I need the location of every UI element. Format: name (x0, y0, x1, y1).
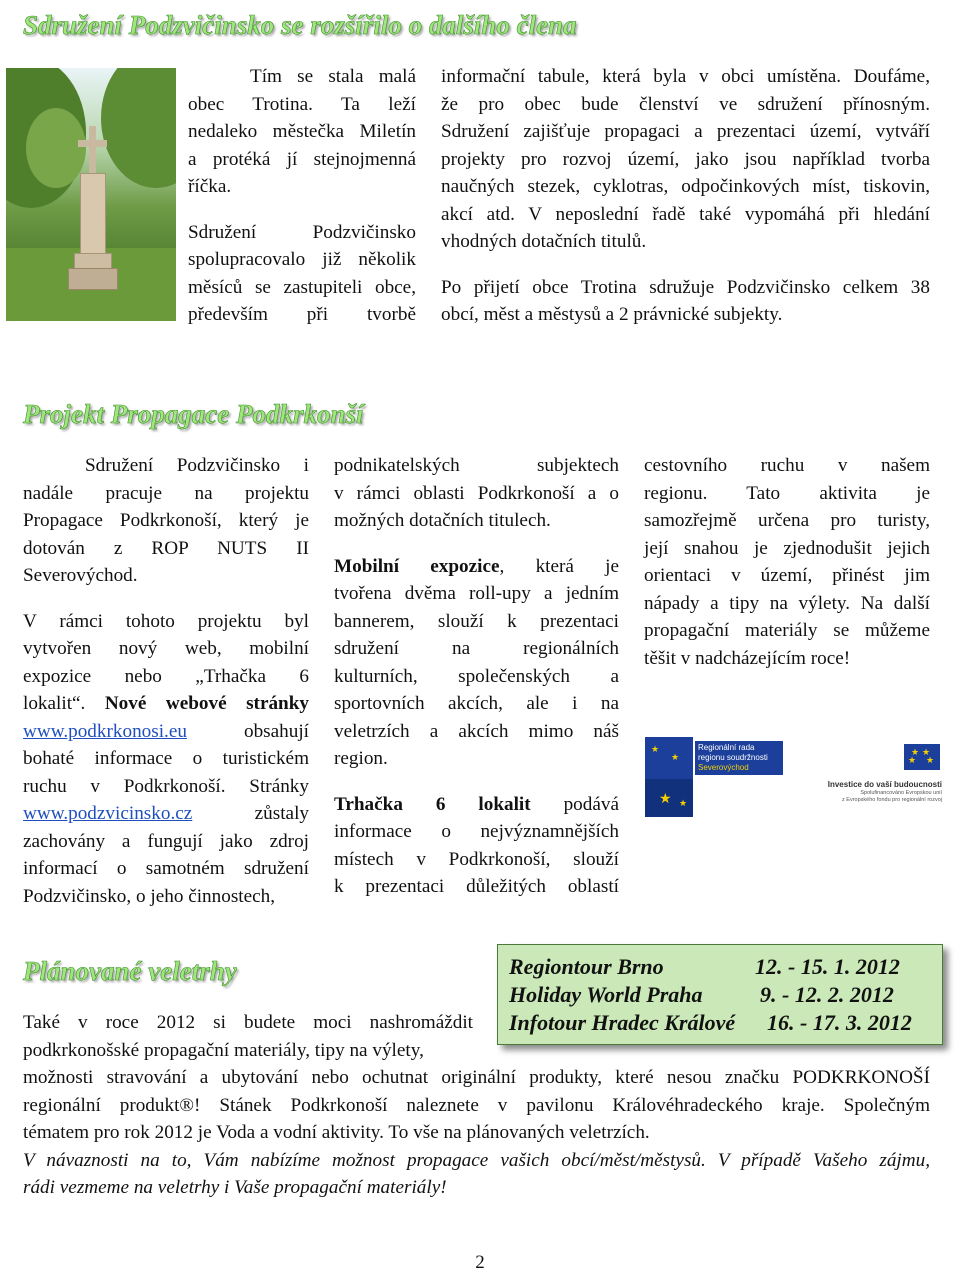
fair-name: Infotour Hradec Králové (509, 1010, 736, 1035)
text-line: informací o samotném sdružení (23, 858, 309, 879)
section3-body (23, 1064, 930, 1202)
text-line: tématem pro rok 2012 je Voda a vodní aktivity. To vše na plánovaných veletrzích. (23, 1122, 650, 1143)
logo-text-line: Severovýchod (698, 763, 749, 772)
text-line: Propagace Podkrkonoší, který je (23, 510, 309, 531)
text-line: rádi vezmeme na veletrhy i Vaše propagační materiály! (23, 1177, 447, 1198)
text-line: vytvořen nový web, mobilní (23, 638, 309, 659)
logo-text-line: z Evropského fondu pro regionální rozvoj (842, 797, 942, 803)
text-line: veletrzích a akcích mimo náš (334, 720, 619, 742)
text-line: těšit v nadcházejícím roce! (644, 647, 851, 669)
section-heading-project: Projekt Propagace Podkrkonší (23, 399, 364, 429)
text-span: zůstaly (192, 803, 309, 824)
text-line: říčka. (188, 176, 232, 197)
fair-row (509, 981, 942, 1009)
text-line: Podzvičinsko, o jeho činnostech, (23, 885, 276, 907)
text-line: Sdružení zajišťuje propagaci a prezentaci území, vytváří (441, 121, 930, 142)
text-line: Severovýchod. (23, 565, 138, 586)
text-line: informační tabule, která byla v obci umístěna. Doufáme, (441, 66, 930, 87)
fair-date: 9. - 12. 2. 2012 (760, 982, 894, 1007)
section1-column1 (188, 63, 416, 329)
logo-text-line: regionu soudržnosti (698, 753, 768, 762)
text-line: podnikatelských subjektech (334, 455, 619, 476)
text-line: bohaté informace o turistickém (23, 748, 309, 769)
fair-name: Holiday World Praha (509, 982, 703, 1007)
fair-row (509, 1009, 942, 1037)
section2-column1 (23, 452, 309, 910)
text-line: expozice nebo „Trhačka 6 (23, 665, 309, 687)
eu-investment-logo: ★ ★ ★ ★ Investice do vaší budoucnosti Spolufinancováno Evropskou unií z Evropského fondu pro regionální rozvoj (822, 744, 942, 819)
text-line: že pro obec bude členství ve sdružení přínosným. (441, 93, 930, 115)
text-line: tvořena dvěma roll-upy a jedním (334, 583, 619, 604)
logo-text-line: Regionální rada (698, 743, 755, 752)
text-line: nedaleko městečka Miletín (188, 121, 416, 142)
new-websites-bold: Nové webové stránky (104, 693, 309, 714)
text-line (23, 718, 309, 746)
text-line: V návaznosti na to, Vám nabízíme možnost propagace vašich obcí/měst/městysů. V případě Vašeho zájmu, (23, 1149, 930, 1171)
text-line: region. (334, 748, 388, 769)
logo-text-line: Spolufinancováno Evropskou unií (860, 790, 942, 796)
text-line: zachovány a fungují jako zdroj (23, 830, 309, 852)
fair-row (509, 953, 942, 981)
text-line: k prezentaci důležitých oblastí (334, 876, 619, 897)
text-line: možných dotačních titulech. (334, 510, 551, 531)
text-line: obcí, měst a městysů a 2 právnické subjekty. (441, 304, 783, 325)
link-podzvicinsko[interactable]: www.podzvicinsko.cz (23, 803, 193, 824)
logo-text-line: Investice do vaší budoucnosti (827, 780, 942, 789)
text-span: lokalit“. (23, 693, 105, 714)
fair-date: 12. - 15. 1. 2012 (755, 954, 900, 979)
fair-name: Regiontour Brno (509, 954, 664, 979)
text-line: kulturních, společenských a (334, 665, 619, 687)
text-line: v rámci oblasti Podkrkonoší a o (334, 482, 619, 504)
text-line: především při tvorbě (188, 304, 416, 325)
text-line: a protéká jí stejnojmenná (188, 148, 416, 170)
text-line: možnosti stravování a ubytování nebo ochutnat originální produkty, které nesou značku PODKRKONOŠÍ (23, 1067, 930, 1088)
text-line: sportovních akcích, ale i na (334, 693, 619, 714)
text-line: nápady a tipy na výlety. Na další (644, 592, 930, 614)
text-line: sdružení na regionálních (334, 638, 619, 659)
text-span: , která je (499, 555, 619, 577)
text-line: orientaci v území, přinést jim (644, 565, 930, 586)
cross-monument-photo (6, 68, 176, 321)
page-number: 2 (475, 1252, 485, 1273)
text-line: regionální produkt®! Stánek Podkrkonoší naleznete v pavilonu Královéhradeckého kraje. Společným (23, 1094, 930, 1116)
section3-intro (23, 1009, 473, 1064)
text-line: Sdružení Podzvičinsko (188, 221, 416, 243)
section-heading-new-member: Sdružení Podzvičinsko se rozšířilo o dalšího člena (23, 10, 577, 40)
text-line: místech v Podkrkonoší, slouží (334, 848, 619, 870)
text-line: V rámci tohoto projektu byl (23, 610, 309, 632)
text-line (334, 553, 619, 581)
text-line: projekty pro rozvoj území, jako jsou například tvorba (441, 148, 930, 170)
trhacka-bold: Trhačka 6 lokalit (334, 793, 531, 815)
text-line: samozřejmě určena pro turisty, (644, 510, 930, 531)
text-line: podkrkonošské propagační materiály, tipy na výlety, (23, 1039, 424, 1061)
text-line: Sdružení Podzvičinsko i (85, 455, 309, 476)
text-line: měsíců se zastupiteli obce, (188, 276, 416, 298)
text-line: její snahou je zjednodušit jejich (644, 537, 930, 559)
fair-date: 16. - 17. 3. 2012 (767, 1010, 912, 1035)
text-line: obec Trotina. Ta leží (188, 93, 416, 115)
text-line: nadále pracuje na projektu (23, 482, 309, 504)
text-span: podává (530, 793, 619, 815)
text-line: regionu. Tato aktivita je (644, 482, 930, 504)
text-line: propagační materiály se můžeme (644, 620, 930, 641)
section2-column3 (644, 452, 930, 672)
trade-fair-box (497, 944, 943, 1045)
text-span: obsahují (186, 720, 309, 742)
link-podkrkonosi[interactable]: www.podkrkonosi.eu (23, 720, 187, 742)
text-line: Také v roce 2012 si budete moci nashromáždit (23, 1012, 473, 1033)
text-line: Po přijetí obce Trotina sdružuje Podzvičinsko celkem 38 (441, 276, 930, 298)
mobile-exhibition-bold: Mobilní expozice (334, 555, 500, 577)
text-line (334, 791, 619, 819)
text-line (23, 800, 309, 828)
text-line: spolupracovalo již několik (188, 249, 416, 270)
text-line: naučných stezek, cyklotras, odpočinkových míst, tiskovin, (441, 176, 930, 197)
section1-column2 (441, 63, 930, 329)
text-line (23, 690, 309, 718)
text-line: cestovního ruchu v našem (644, 455, 930, 476)
text-line: akcí atd. V neposlední řadě také vypomáhá při hledání (441, 203, 930, 225)
text-line: Tím se stala malá (250, 66, 416, 87)
text-line: ruchu v Podkrkonoší. Stránky (23, 775, 309, 797)
text-line: bannerem, slouží k prezentaci (334, 610, 619, 632)
text-line: dotován z ROP NUTS II (23, 537, 309, 559)
regional-council-logo: ★ ★ ★ ★ Regionální rada regionu soudržnosti Severovýchod (645, 737, 785, 822)
text-line: vhodných dotačních titulů. (441, 231, 647, 252)
section2-column2 (334, 452, 619, 901)
section-heading-fairs: Plánované veletrhy (23, 956, 237, 986)
text-line: informace o nejvýznamnějších (334, 821, 619, 842)
